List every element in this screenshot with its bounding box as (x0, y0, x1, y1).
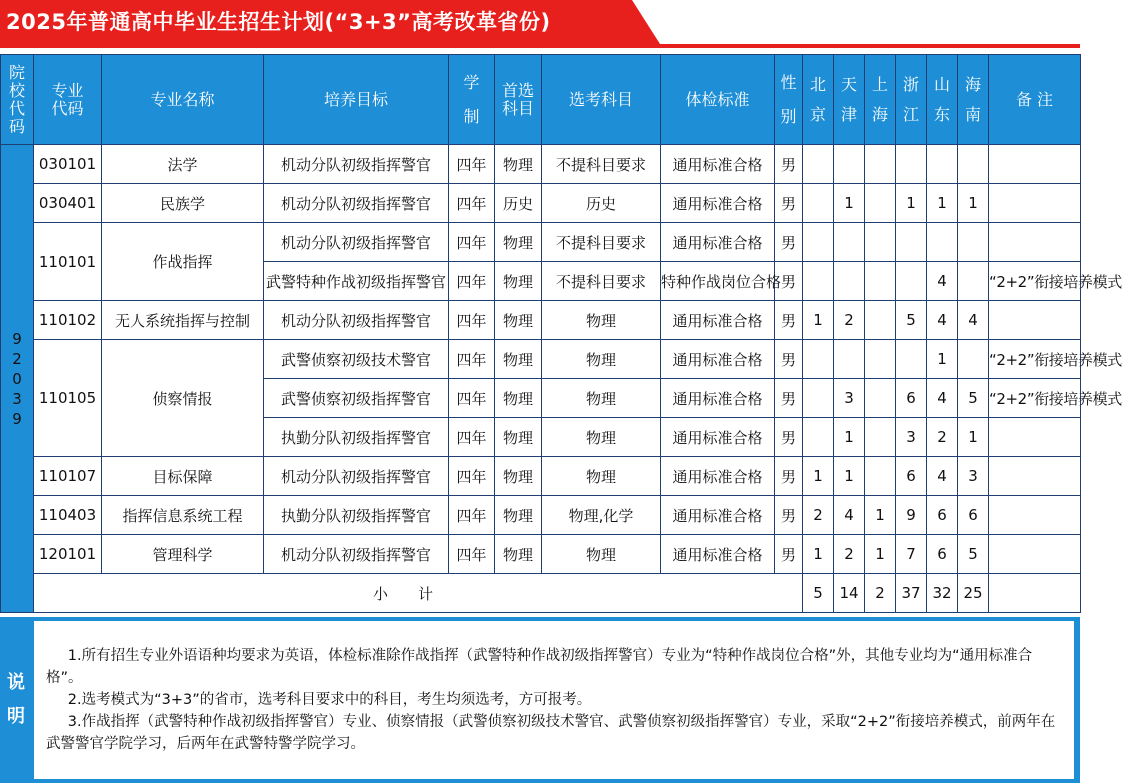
province-count-cell: 4 (927, 262, 958, 301)
province-count-cell (865, 340, 896, 379)
province-count-cell: 3 (834, 379, 865, 418)
explanation-item: 2.选考模式为“3+3”的省市，选考科目要求中的科目，考生均须选考，方可报考。 (67, 692, 592, 708)
header-line: 学 (463, 72, 480, 92)
header-line: 上 (871, 74, 888, 94)
major-name-cell: 目标保障 (102, 457, 264, 496)
remark-cell (989, 535, 1081, 574)
goal-cell: 机动分队初级指挥警官 (264, 184, 449, 223)
major-name-cell: 法学 (102, 145, 264, 184)
gender-cell: 男 (775, 379, 803, 418)
first-subject-cell: 历史 (495, 184, 542, 223)
col-goal: 培养目标 (264, 55, 449, 145)
major-code-cell: 030101 (34, 145, 102, 184)
province-count-cell (803, 340, 834, 379)
gender-cell: 男 (775, 301, 803, 340)
header-line: 制 (463, 106, 480, 126)
province-count-cell: 3 (896, 418, 927, 457)
table-row (1, 223, 1081, 262)
province-count-cell (803, 379, 834, 418)
table-row (1, 496, 1081, 535)
col-major-name: 专业名称 (102, 55, 264, 145)
province-count-cell (865, 223, 896, 262)
college-code-digit: 2 (12, 349, 22, 368)
physical-cell: 通用标准合格 (661, 418, 775, 457)
goal-cell: 机动分队初级指挥警官 (264, 223, 449, 262)
banner-underline (0, 44, 1080, 48)
physical-cell: 特种作战岗位合格 (661, 262, 775, 301)
table-row (1, 535, 1081, 574)
goal-cell: 执勤分队初级指挥警官 (264, 496, 449, 535)
header-line: 南 (964, 104, 981, 124)
province-count-cell (834, 223, 865, 262)
remark-cell (989, 457, 1081, 496)
gender-cell: 男 (775, 457, 803, 496)
col-province-beijing (803, 55, 834, 145)
header-line: 科目 (501, 98, 534, 118)
remark-cell (989, 496, 1081, 535)
first-subject-cell: 物理 (495, 340, 542, 379)
header-line: 浙 (902, 74, 919, 94)
province-count-cell: 3 (958, 457, 989, 496)
remark-cell (989, 418, 1081, 457)
remark-cell (989, 223, 1081, 262)
first-subject-cell: 物理 (495, 145, 542, 184)
remark-cell (989, 301, 1081, 340)
first-subject-cell: 物理 (495, 418, 542, 457)
explanation-box (34, 621, 1074, 779)
col-province-zhejiang (896, 55, 927, 145)
province-count-cell: 1 (865, 535, 896, 574)
province-count-cell: 5 (958, 535, 989, 574)
province-count-cell (834, 340, 865, 379)
first-subject-cell: 物理 (495, 262, 542, 301)
header-line: 山 (933, 74, 950, 94)
elective-cell: 历史 (542, 184, 661, 223)
province-count-cell (865, 379, 896, 418)
province-count-cell (958, 340, 989, 379)
province-count-cell: 4 (927, 457, 958, 496)
duration-cell: 四年 (449, 145, 495, 184)
province-count-cell: 5 (896, 301, 927, 340)
elective-cell: 不提科目要求 (542, 223, 661, 262)
subtotal-label: 小计 (34, 574, 803, 613)
major-name-cell: 民族学 (102, 184, 264, 223)
header-line: 性 (780, 72, 797, 92)
duration-cell: 四年 (449, 301, 495, 340)
province-count-cell: 1 (803, 301, 834, 340)
col-college-code (1, 55, 34, 145)
col-duration (449, 55, 495, 145)
major-code-cell: 120101 (34, 535, 102, 574)
first-subject-cell: 物理 (495, 496, 542, 535)
goal-cell: 机动分队初级指挥警官 (264, 535, 449, 574)
province-count-cell: 1 (834, 457, 865, 496)
physical-cell: 通用标准合格 (661, 457, 775, 496)
subtotal-value: 25 (958, 574, 989, 613)
province-count-cell (803, 262, 834, 301)
goal-cell: 武警特种作战初级指挥警官 (264, 262, 449, 301)
header-line: 首选 (501, 80, 534, 100)
gender-cell: 男 (775, 418, 803, 457)
province-count-cell: 1 (834, 418, 865, 457)
elective-cell: 不提科目要求 (542, 262, 661, 301)
physical-cell: 通用标准合格 (661, 379, 775, 418)
col-province-shanghai (865, 55, 896, 145)
gender-cell: 男 (775, 496, 803, 535)
province-count-cell: 1 (834, 184, 865, 223)
province-count-cell: 1 (803, 535, 834, 574)
explanation-item: 1.所有招生专业外语语种均要求为英语，体检标准除作战指挥（武警特种作战初级指挥警官）专业为“特种作战岗位合格”外，其他专业均为“通用标准合格”。 (46, 648, 1033, 686)
physical-cell: 通用标准合格 (661, 496, 775, 535)
major-code-cell: 110403 (34, 496, 102, 535)
major-code-cell: 030401 (34, 184, 102, 223)
explanation-text (46, 645, 1064, 755)
college-code-digit: 9 (12, 329, 22, 348)
province-count-cell: 4 (834, 496, 865, 535)
province-count-cell: 6 (958, 496, 989, 535)
col-province-shandong (927, 55, 958, 145)
col-province-tianjin (834, 55, 865, 145)
province-count-cell: 4 (958, 301, 989, 340)
duration-cell: 四年 (449, 418, 495, 457)
table-row (1, 145, 1081, 184)
remark-cell: “2+2”衔接培养模式 (989, 340, 1081, 379)
header-line: 江 (902, 104, 919, 124)
col-remark: 备 注 (989, 55, 1081, 145)
table-row (1, 340, 1081, 379)
province-count-cell (865, 301, 896, 340)
remark-cell (989, 184, 1081, 223)
major-code-cell: 110101 (34, 223, 102, 301)
elective-cell: 物理 (542, 301, 661, 340)
province-count-cell (896, 223, 927, 262)
major-name-cell: 管理科学 (102, 535, 264, 574)
elective-cell: 物理 (542, 340, 661, 379)
province-count-cell (896, 262, 927, 301)
explanation-item: 3.作战指挥（武警特种作战初级指挥警官）专业、侦察情报（武警侦察初级技术警官、武警侦察初级指挥警官）专业，采取“2+2”衔接培养模式，前两年在武警警官学院学习，后两年在武警特警学院学习。 (46, 714, 1056, 752)
duration-cell: 四年 (449, 262, 495, 301)
header-row (1, 55, 1081, 145)
province-count-cell: 2 (803, 496, 834, 535)
explanation-section (0, 617, 1080, 783)
province-count-cell: 7 (896, 535, 927, 574)
enrollment-plan-table (0, 54, 1122, 613)
province-count-cell: 6 (927, 535, 958, 574)
province-count-cell: 1 (927, 184, 958, 223)
physical-cell: 通用标准合格 (661, 535, 775, 574)
first-subject-cell: 物理 (495, 301, 542, 340)
physical-cell: 通用标准合格 (661, 145, 775, 184)
header-line: 北 (809, 74, 826, 94)
header-line: 院 (8, 62, 25, 82)
province-count-cell (958, 223, 989, 262)
gender-cell: 男 (775, 262, 803, 301)
province-count-cell: 4 (927, 379, 958, 418)
col-province-hainan (958, 55, 989, 145)
province-count-cell: 1 (803, 457, 834, 496)
header-line: 代 (8, 98, 25, 118)
header-line: 专业 (51, 80, 84, 100)
header-line: 京 (809, 104, 826, 124)
elective-cell: 物理 (542, 457, 661, 496)
physical-cell: 通用标准合格 (661, 184, 775, 223)
subtotal-value: 2 (865, 574, 896, 613)
header-line: 海 (964, 74, 981, 94)
gender-cell: 男 (775, 184, 803, 223)
header-line: 东 (933, 104, 950, 124)
province-count-cell (865, 145, 896, 184)
elective-cell: 物理 (542, 379, 661, 418)
duration-cell: 四年 (449, 379, 495, 418)
duration-cell: 四年 (449, 223, 495, 262)
province-count-cell: 2 (927, 418, 958, 457)
province-count-cell (958, 262, 989, 301)
duration-cell: 四年 (449, 184, 495, 223)
col-physical: 体检标准 (661, 55, 775, 145)
header-line: 津 (840, 104, 857, 124)
province-count-cell: 4 (927, 301, 958, 340)
college-code-digit: 9 (12, 409, 22, 428)
province-count-cell (803, 223, 834, 262)
elective-cell: 不提科目要求 (542, 145, 661, 184)
remark-cell: “2+2”衔接培养模式 (989, 379, 1081, 418)
goal-cell: 机动分队初级指挥警官 (264, 301, 449, 340)
gender-cell: 男 (775, 145, 803, 184)
province-count-cell (927, 145, 958, 184)
province-count-cell: 5 (958, 379, 989, 418)
col-major-code (34, 55, 102, 145)
province-count-cell (927, 223, 958, 262)
college-code-digit: 3 (12, 389, 22, 408)
explanation-label-char: 说 (7, 672, 25, 693)
remark-cell: “2+2”衔接培养模式 (989, 262, 1081, 301)
province-count-cell (896, 340, 927, 379)
explanation-label (0, 617, 32, 783)
page-title: 2025年普通高中毕业生招生计划(“3+3”高考改革省份) (6, 10, 551, 34)
subtotal-row (1, 574, 1081, 613)
province-count-cell (834, 262, 865, 301)
province-count-cell: 2 (834, 301, 865, 340)
subtotal-value: 32 (927, 574, 958, 613)
gender-cell: 男 (775, 535, 803, 574)
subtotal-value: 5 (803, 574, 834, 613)
table-row (1, 301, 1081, 340)
physical-cell: 通用标准合格 (661, 223, 775, 262)
first-subject-cell: 物理 (495, 535, 542, 574)
goal-cell: 武警侦察初级指挥警官 (264, 379, 449, 418)
province-count-cell: 1 (958, 418, 989, 457)
province-count-cell: 1 (958, 184, 989, 223)
gender-cell: 男 (775, 340, 803, 379)
province-count-cell: 1 (865, 496, 896, 535)
major-name-cell: 作战指挥 (102, 223, 264, 301)
province-count-cell (803, 145, 834, 184)
province-count-cell (803, 418, 834, 457)
header-line: 代码 (51, 98, 84, 118)
table-row (1, 184, 1081, 223)
province-count-cell: 6 (896, 379, 927, 418)
goal-cell: 机动分队初级指挥警官 (264, 457, 449, 496)
table-row (1, 457, 1081, 496)
elective-cell: 物理 (542, 418, 661, 457)
province-count-cell: 6 (896, 457, 927, 496)
header-line: 校 (8, 80, 25, 100)
province-count-cell: 9 (896, 496, 927, 535)
college-code-cell (1, 145, 34, 613)
goal-cell: 执勤分队初级指挥警官 (264, 418, 449, 457)
first-subject-cell: 物理 (495, 457, 542, 496)
major-name-cell: 指挥信息系统工程 (102, 496, 264, 535)
duration-cell: 四年 (449, 457, 495, 496)
major-code-cell: 110102 (34, 301, 102, 340)
col-elective: 选考科目 (542, 55, 661, 145)
major-code-cell: 110105 (34, 340, 102, 457)
goal-cell: 武警侦察初级技术警官 (264, 340, 449, 379)
province-count-cell: 6 (927, 496, 958, 535)
header-line: 海 (871, 104, 888, 124)
header-line: 码 (8, 116, 25, 136)
duration-cell: 四年 (449, 340, 495, 379)
major-name-cell: 无人系统指挥与控制 (102, 301, 264, 340)
province-count-cell (834, 145, 865, 184)
province-count-cell: 2 (834, 535, 865, 574)
duration-cell: 四年 (449, 496, 495, 535)
col-gender (775, 55, 803, 145)
goal-cell: 机动分队初级指挥警官 (264, 145, 449, 184)
subtotal-value: 37 (896, 574, 927, 613)
col-first-subject (495, 55, 542, 145)
subtotal-value: 14 (834, 574, 865, 613)
province-count-cell (865, 184, 896, 223)
elective-cell: 物理,化学 (542, 496, 661, 535)
province-count-cell: 1 (896, 184, 927, 223)
explanation-label-char: 明 (7, 706, 25, 727)
elective-cell: 物理 (542, 535, 661, 574)
province-count-cell (896, 145, 927, 184)
major-name-cell: 侦察情报 (102, 340, 264, 457)
duration-cell: 四年 (449, 535, 495, 574)
province-count-cell (958, 145, 989, 184)
province-count-cell (803, 184, 834, 223)
province-count-cell (865, 457, 896, 496)
subtotal-remark (989, 574, 1081, 613)
physical-cell: 通用标准合格 (661, 301, 775, 340)
province-count-cell (865, 262, 896, 301)
college-code-digit: 0 (12, 369, 22, 388)
gender-cell: 男 (775, 223, 803, 262)
first-subject-cell: 物理 (495, 223, 542, 262)
major-code-cell: 110107 (34, 457, 102, 496)
header-line: 天 (840, 74, 857, 94)
first-subject-cell: 物理 (495, 379, 542, 418)
header-line: 别 (780, 106, 797, 126)
remark-cell (989, 145, 1081, 184)
province-count-cell (865, 418, 896, 457)
province-count-cell: 1 (927, 340, 958, 379)
physical-cell: 通用标准合格 (661, 340, 775, 379)
